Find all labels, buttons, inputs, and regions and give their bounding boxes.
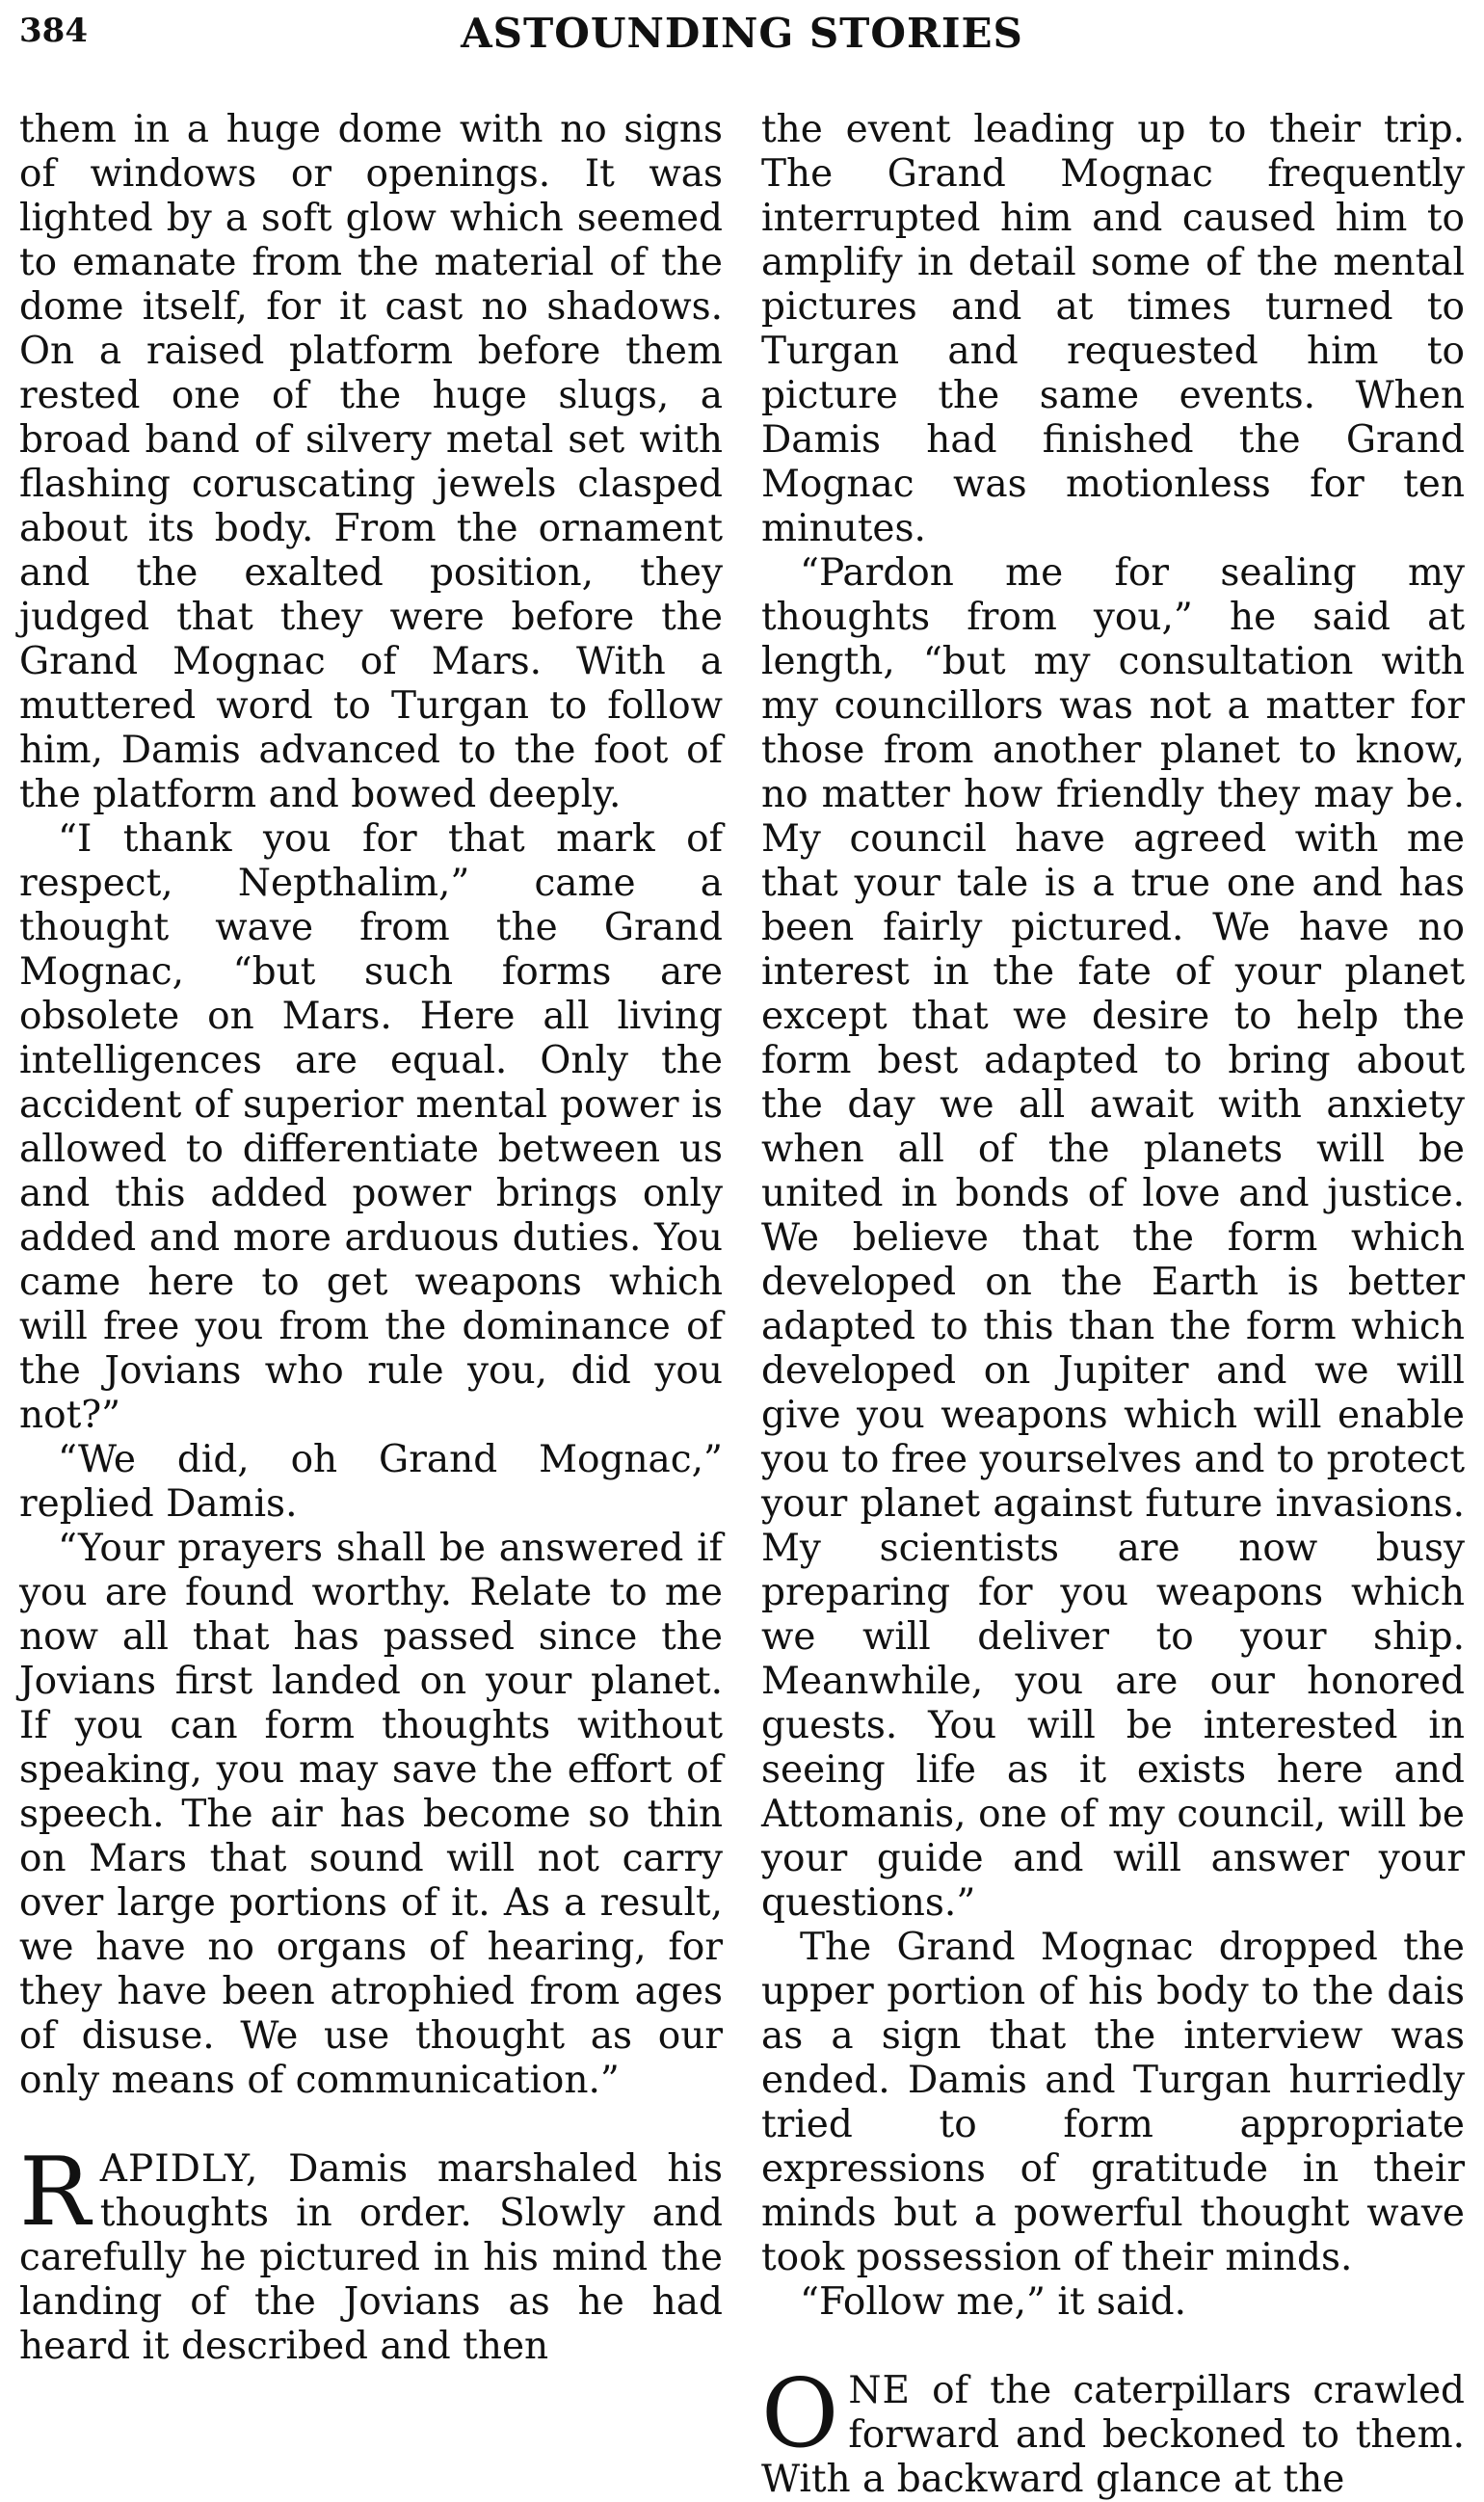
- right-column: [761, 108, 1465, 2502]
- section-opening-paragraph: [761, 2359, 1465, 2502]
- paragraph: “Pardon me for sealing my thoughts from you,” he said at length, “but my consultation with my councillors was not a matter for those from another planet to know, no matter how friendly they may be. My council have agreed with me that your tale is a true one and has been fairly pictured. We have no interest in the fate of your planet except that we desire to help the form best adapted to bring about the day we all await with anxiety when all of the planets will be united in bonds of love and justice. We believe that the form which developed on the Earth is better adapted to this than the form which developed on Jupiter and we will give you weapons which will enable you to free yourselves and to protect your planet against future invasions. My scientists are now busy preparing for you weapons which we will deliver to your ship. Meanwhile, you are our honored guests. You will be interested in seeing life as it exists here and Attomanis, one of my council, will be your guide and will answer your questions.”: [761, 551, 1465, 1925]
- paragraph: The Grand Mognac dropped the upper portion of his body to the dais as a sign that the interview was ended. Damis and Turgan hurriedly tried to form appropriate expressions of gratitude in their minds but a powerful thought wave took possession of their minds.: [761, 1926, 1465, 2279]
- paragraph: “Follow me,” it said.: [800, 2280, 1186, 2324]
- paragraph: “We did, oh Grand Mognac,” replied Damis.: [19, 1438, 723, 1526]
- paragraph: “I thank you for that mark of respect, Nepthalim,” came a thought wave from the Grand Mognac, “but such forms are obsolete on Mars. Here all living intelligences are equal. Only the accident of superior mental power is allowed to differentiate between us and this added power brings only added and more arduous duties. You came here to get weapons which will free you from the dominance of the Jovians who rule you, did you not?”: [19, 817, 723, 1437]
- paragraph-text: of the caterpillars crawled forward and beckoned to them. With a backward glance at the: [761, 2369, 1465, 2501]
- paragraph: “Your prayers shall be answered if you are found worthy. Relate to me now all that has passed since the Jovians first landed on your planet. If you can form thoughts without speaking, you may save the effort of speech. The air has become so thin on Mars that sound will not carry over large portions of it. As a result, we have no organs of hearing, for they have been atrophied from ages of disuse. We use thought as our only means of communication.”: [19, 1527, 723, 2102]
- paragraph: them in a huge dome with no signs of windows or openings. It was lighted by a soft glow which seemed to emanate from the material of the dome itself, for it cast no shadows. On a raised platform before them rested one of the huge slugs, a broad band of silvery metal set with flashing coruscating jewels clasped about its body. From the ornament and the exalted position, they judged that they were before the Grand Mognac of Mars. With a muttered word to Turgan to follow him, Damis advanced to the foot of the platform and bowed deeply.: [19, 108, 723, 816]
- paragraph: the event leading up to their trip. The Grand Mognac frequently interrupted him and caused him to amplify in detail some of the mental pictures and at times turned to Turgan and requested him to picture the same events. When Damis had finished the Grand Mognac was motionless for ten minutes.: [761, 108, 1465, 550]
- left-column: [19, 108, 723, 2369]
- opening-caps: NE: [848, 2369, 911, 2412]
- running-head: ASTOUNDING STORIES: [461, 10, 1023, 57]
- drop-cap: O: [761, 2359, 839, 2469]
- section-opening-paragraph: [19, 2138, 723, 2369]
- page-number: 384: [19, 12, 88, 50]
- paragraph-text: Damis marshaled his thoughts in order. Slowly and carefully he pictured in his mind the landing of the Jovians as he had heard it described and then: [19, 2147, 723, 2368]
- page-header: [19, 10, 1465, 67]
- opening-caps: APIDLY,: [99, 2147, 259, 2191]
- drop-cap: R: [19, 2138, 91, 2248]
